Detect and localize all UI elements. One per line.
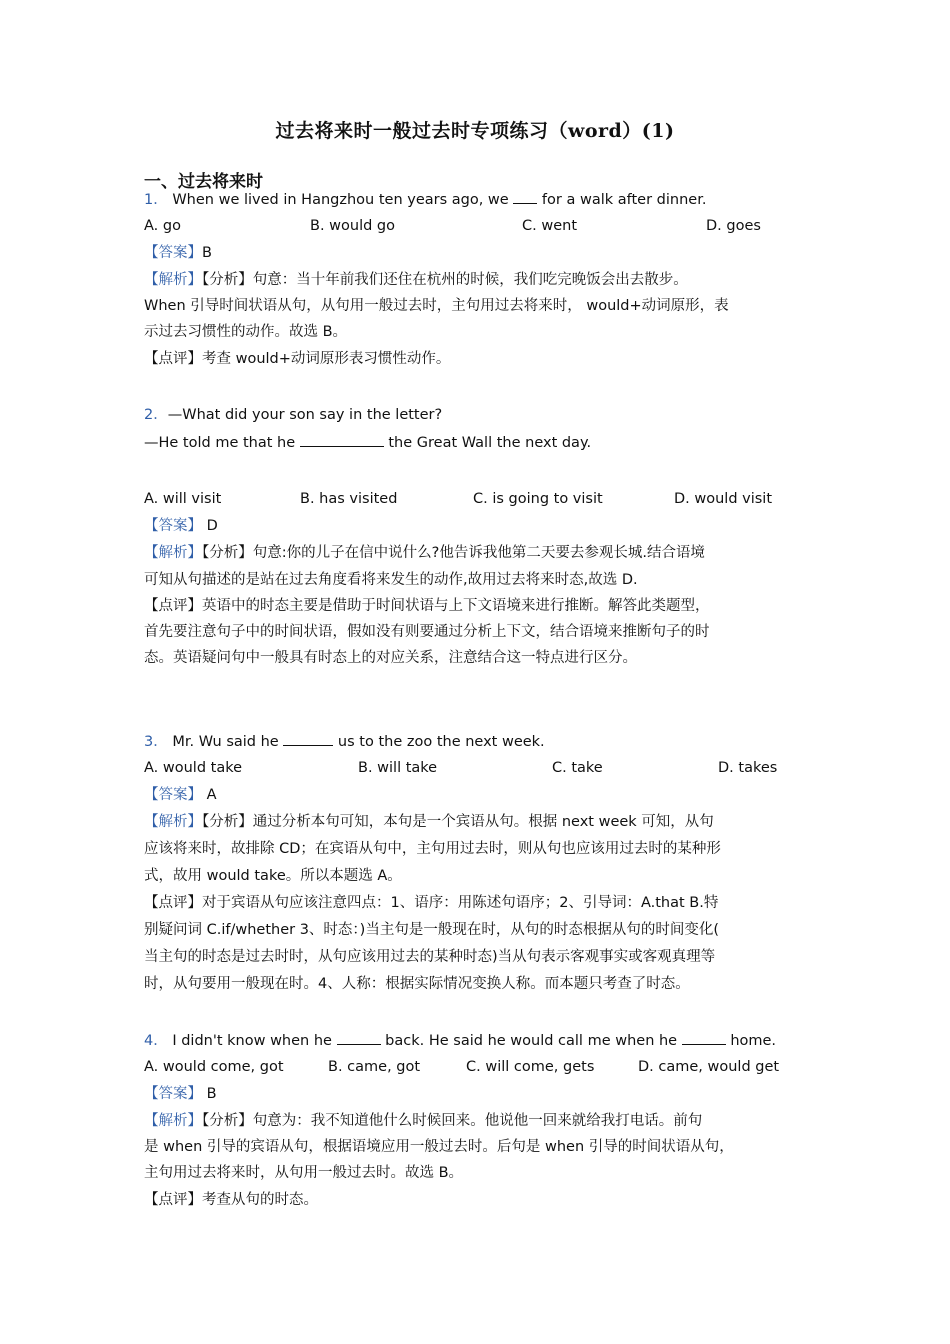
q1-answer: 【答案】B [144,245,212,261]
q3-comment-line-3: 当主句的时态是过去时时，从句应该用过去的某种时态)当从句表示客观事实或客观真理等 [144,949,716,965]
q1-stem: 1． When we lived in Hangzhou ten years ago, we for a walk after dinner. [144,189,706,210]
q4-option-a: A. would come, got [144,1059,284,1075]
q1-number: 1． [144,192,168,208]
q1-analysis-line-1: 【解析】【分析】句意：当十年前我们还住在杭州的时候，我们吃完晚饭会出去散步。 [144,272,688,288]
q2-blank [300,432,384,447]
section-heading: 一、过去将来时 [144,172,263,192]
q2-option-b: B. has visited [300,491,398,507]
q4-option-d: D. came, would get [638,1059,780,1075]
q4-analysis-line-3: 主句用过去将来时，从句用一般过去时。故选 B。 [144,1165,464,1181]
q4-stem: 4． I didn't know when he back. He said he would call me when he home. [144,1030,776,1051]
q3-analysis-line-3: 式，故用 would take。所以本题选 A。 [144,868,402,884]
q2-number: 2． [144,407,168,423]
q2-option-d: D. would visit [674,491,773,507]
q3-option-a: A. would take [144,760,243,776]
q4-number: 4． [144,1033,168,1049]
q3-comment-line-4: 时，从句要用一般现在时。4、人称：根据实际情况变换人称。而本题只考查了时态。 [144,976,690,992]
q4-comment: 【点评】考查从句的时态。 [144,1192,318,1208]
q2-comment-line-3: 态。英语疑问句中一般具有时态上的对应关系，注意结合这一特点进行区分。 [144,650,637,666]
q2-analysis-line-1: 【解析】【分析】句意:你的儿子在信中说什么?他告诉我他第二天要去参观长城.结合语境 [144,545,705,561]
q1-blank [513,189,537,204]
q1-analysis-line-3: 示过去习惯性的动作。故选 B。 [144,324,348,340]
q1-option-a: A. go [144,218,181,234]
q4-blank-2 [682,1030,726,1045]
q3-analysis-line-1: 【解析】【分析】通过分析本句可知，本句是一个宾语从句。根据 next week 可知，从句 [144,814,714,830]
q3-option-c: C. take [552,760,603,776]
q4-option-b: B. came, got [328,1059,421,1075]
q1-option-b: B. would go [310,218,396,234]
q4-option-c: C. will come, gets [466,1059,595,1075]
q3-option-d: D. takes [718,760,778,776]
q3-comment-line-2: 别疑问词 C.if/whether 3、时态：)当主句是一般现在时，从句的时态根据从句的时间变化( [144,922,719,938]
q1-analysis-line-2: When 引导时间状语从句，从句用一般过去时，主句用过去将来时， would+动词原形，表 [144,298,729,314]
q3-number: 3． [144,734,168,750]
q3-stem: 3． Mr. Wu said he us to the zoo the next week. [144,731,545,752]
q1-option-c: C. went [522,218,577,234]
q4-analysis-line-1: 【解析】【分析】句意为：我不知道他什么时候回来。他说他一回来就给我打电话。前句 [144,1113,703,1129]
q2-option-a: A. will visit [144,491,222,507]
q4-answer: 【答案】 B [144,1086,217,1102]
q4-blank-1 [337,1030,381,1045]
q2-stem-1: 2．—What did your son say in the letter? [144,407,443,423]
q3-blank [283,731,333,746]
q2-answer: 【答案】 D [144,518,218,534]
q2-option-c: C. is going to visit [473,491,603,507]
q3-answer: 【答案】 A [144,787,217,803]
q3-analysis-line-2: 应该将来时，故排除 CD；在宾语从句中，主句用过去时，则从句也应该用过去时的某种形 [144,841,721,857]
document-title: 过去将来时一般过去时专项练习（word）(1) [275,120,675,142]
q3-option-b: B. will take [358,760,438,776]
q2-comment-line-1: 【点评】英语中的时态主要是借助于时间状语与上下文语境来进行推断。解答此类题型， [144,598,710,614]
q1-option-d: D. goes [706,218,761,234]
q1-comment: 【点评】考查 would+动词原形表习惯性动作。 [144,351,451,367]
q2-comment-line-2: 首先要注意句子中的时间状语，假如没有则要通过分析上下文，结合语境来推断句子的时 [144,624,710,640]
q3-comment-line-1: 【点评】对于宾语从句应该注意四点：1、语序：用陈述句语序；2、引导词：A.that B.特 [144,895,719,911]
q4-analysis-line-2: 是 when 引导的宾语从句，根据语境应用一般过去时。后句是 when 引导的时间状语从句， [144,1139,734,1155]
q2-analysis-line-2: 可知从句描述的是站在过去角度看将来发生的动作,故用过去将来时态,故选 D. [144,572,638,588]
q2-stem-2: —He told me that he the Great Wall the next day. [144,432,591,453]
